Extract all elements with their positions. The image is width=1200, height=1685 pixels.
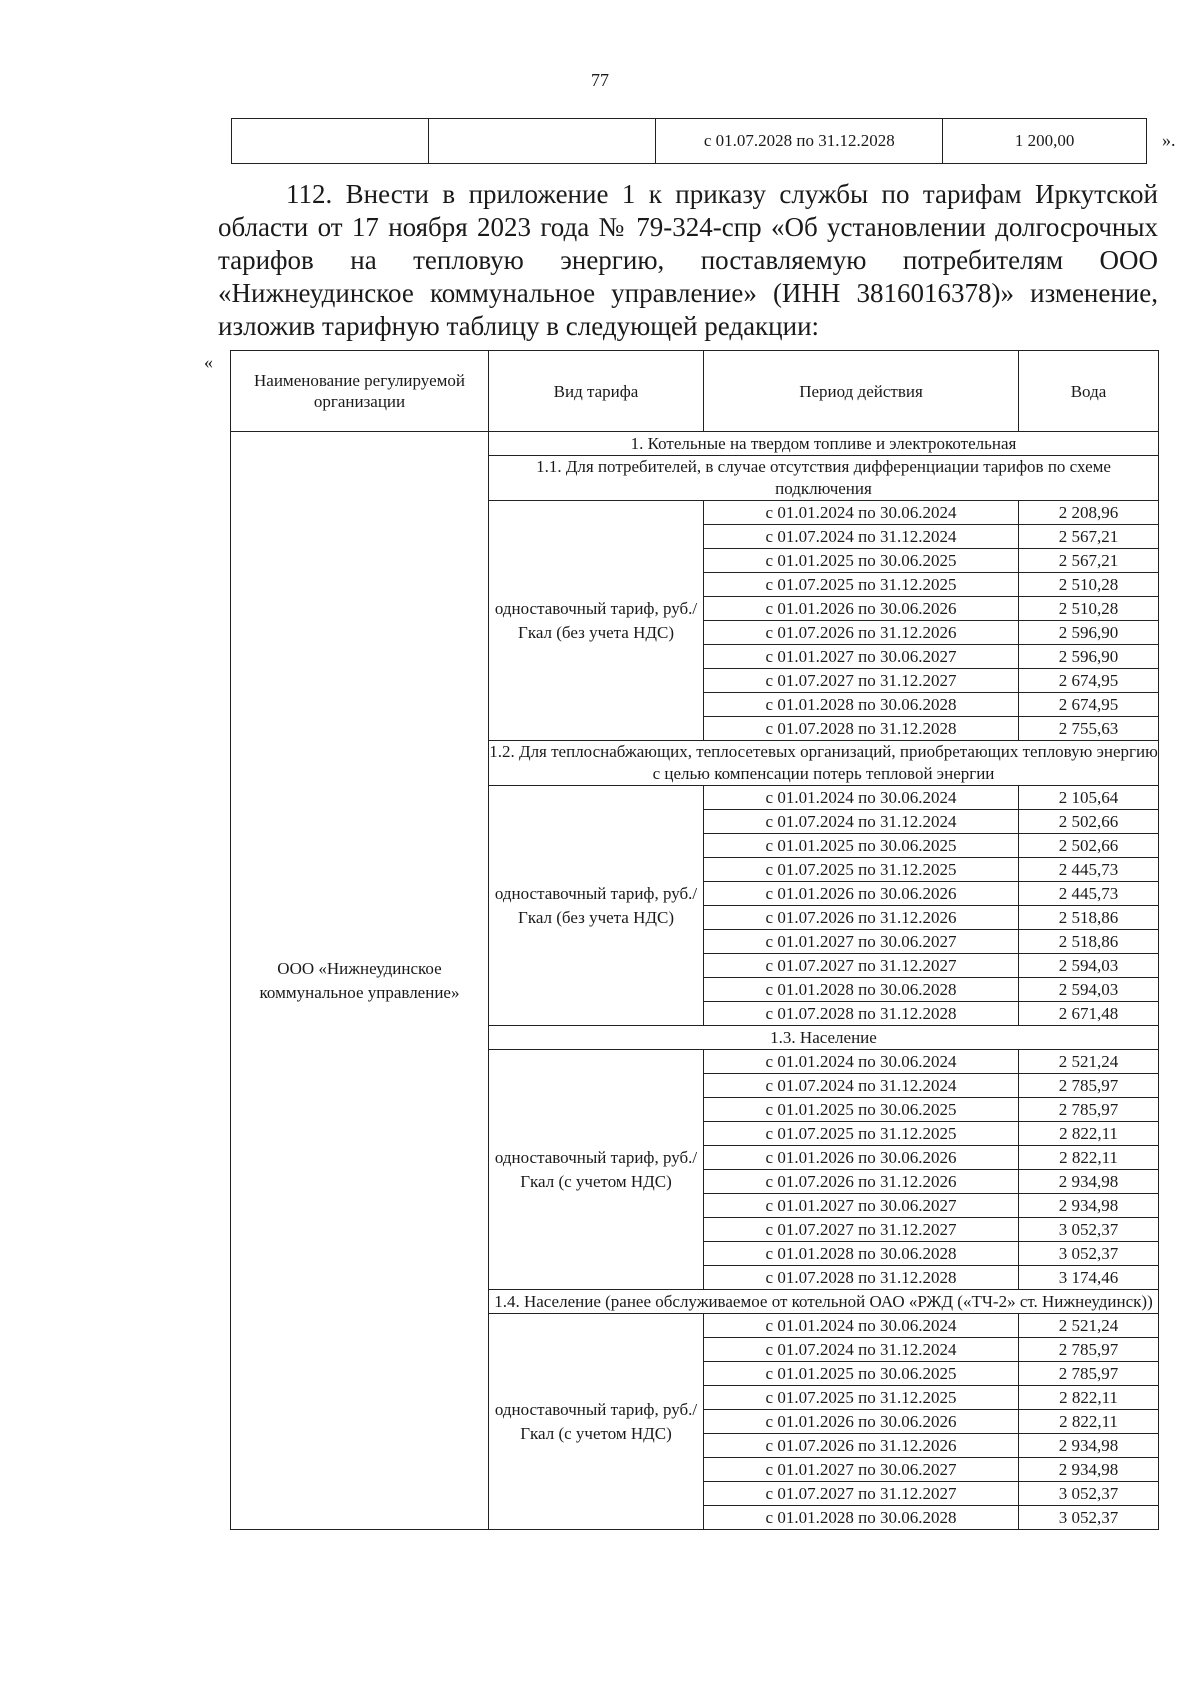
group-title: 1.4. Население (ранее обслуживаемое от котельной ОАО «РЖД («ТЧ-2» ст. Нижнеудинск)) [489, 1290, 1159, 1314]
table-cell [232, 119, 429, 164]
value-cell: 2 445,73 [1019, 882, 1159, 906]
value-cell: 2 822,11 [1019, 1410, 1159, 1434]
value-cell: 2 521,24 [1019, 1050, 1159, 1074]
value-cell: 2 785,97 [1019, 1074, 1159, 1098]
section-title: 1. Котельные на твердом топливе и электрокотельная [489, 432, 1159, 456]
value-cell: 3 052,37 [1019, 1482, 1159, 1506]
value-cell: 3 052,37 [1019, 1218, 1159, 1242]
period-cell: с 01.07.2025 по 31.12.2025 [704, 573, 1019, 597]
value-cell: 2 445,73 [1019, 858, 1159, 882]
value-cell: 2 785,97 [1019, 1098, 1159, 1122]
value-cell: 2 596,90 [1019, 645, 1159, 669]
value-cell: 2 934,98 [1019, 1434, 1159, 1458]
value-cell: 3 174,46 [1019, 1266, 1159, 1290]
period-cell: с 01.07.2028 по 31.12.2028 [656, 119, 943, 164]
value-cell: 2 822,11 [1019, 1122, 1159, 1146]
period-cell: с 01.07.2026 по 31.12.2026 [704, 906, 1019, 930]
header-row [231, 351, 1159, 432]
section-row [231, 432, 1159, 456]
period-cell: с 01.01.2028 по 30.06.2028 [704, 1242, 1019, 1266]
period-cell: с 01.01.2025 по 30.06.2025 [704, 1362, 1019, 1386]
value-cell: 2 567,21 [1019, 549, 1159, 573]
header-tariff-type: Вид тарифа [489, 351, 704, 432]
amendment-paragraph: 112. Внести в приложение 1 к приказу службы по тарифам Иркутской области от 17 ноября 2023 года № 79-324-спр «Об установлении долгосрочных тарифов на тепловую энергию, поставляемую потребителям ООО «Нижнеудинское коммунальное управление» (ИНН 3816016378)» изменение, изложив тарифную таблицу в следующей редакции: [218, 179, 1158, 341]
period-cell: с 01.01.2028 по 30.06.2028 [704, 1506, 1019, 1530]
value-cell: 3 052,37 [1019, 1506, 1159, 1530]
continuation-table [231, 118, 1147, 164]
period-cell: с 01.01.2024 по 30.06.2024 [704, 1050, 1019, 1074]
period-cell: с 01.01.2025 по 30.06.2025 [704, 549, 1019, 573]
period-cell: с 01.07.2024 по 31.12.2024 [704, 810, 1019, 834]
group-title: 1.2. Для теплоснабжающих, теплосетевых организаций, приобретающих тепловую энергию с целью компенсации потерь тепловой энергии [489, 741, 1159, 786]
period-cell: с 01.07.2025 по 31.12.2025 [704, 858, 1019, 882]
period-cell: с 01.07.2025 по 31.12.2025 [704, 1122, 1019, 1146]
value-cell: 2 567,21 [1019, 525, 1159, 549]
value-cell: 2 671,48 [1019, 1002, 1159, 1026]
value-cell: 1 200,00 [943, 119, 1147, 164]
value-cell: 2 518,86 [1019, 930, 1159, 954]
value-cell: 2 822,11 [1019, 1146, 1159, 1170]
value-cell: 2 518,86 [1019, 906, 1159, 930]
period-cell: с 01.07.2028 по 31.12.2028 [704, 1002, 1019, 1026]
period-cell: с 01.01.2028 по 30.06.2028 [704, 978, 1019, 1002]
value-cell: 2 510,28 [1019, 597, 1159, 621]
period-cell: с 01.01.2025 по 30.06.2025 [704, 834, 1019, 858]
value-cell: 2 105,64 [1019, 786, 1159, 810]
period-cell: с 01.01.2027 по 30.06.2027 [704, 1194, 1019, 1218]
header-water: Вода [1019, 351, 1159, 432]
value-cell: 2 510,28 [1019, 573, 1159, 597]
period-cell: с 01.01.2024 по 30.06.2024 [704, 501, 1019, 525]
period-cell: с 01.07.2024 по 31.12.2024 [704, 1074, 1019, 1098]
value-cell: 2 755,63 [1019, 717, 1159, 741]
table-row [232, 119, 1147, 164]
tariff-table [230, 350, 1159, 1530]
period-cell: с 01.01.2026 по 30.06.2026 [704, 1410, 1019, 1434]
value-cell: 2 934,98 [1019, 1458, 1159, 1482]
tariff-type-cell: одноставочный тариф, руб./Гкал (без учета НДС) [489, 501, 704, 741]
value-cell: 2 822,11 [1019, 1386, 1159, 1410]
period-cell: с 01.07.2027 по 31.12.2027 [704, 954, 1019, 978]
opening-quote: « [204, 352, 213, 372]
period-cell: с 01.07.2028 по 31.12.2028 [704, 1266, 1019, 1290]
period-cell: с 01.01.2024 по 30.06.2024 [704, 786, 1019, 810]
header-org: Наименование регулируемой организации [231, 351, 489, 432]
period-cell: с 01.01.2026 по 30.06.2026 [704, 597, 1019, 621]
header-period: Период действия [704, 351, 1019, 432]
period-cell: с 01.07.2025 по 31.12.2025 [704, 1386, 1019, 1410]
table-cell [428, 119, 656, 164]
tariff-type-cell: одноставочный тариф, руб./Гкал (с учетом НДС) [489, 1050, 704, 1290]
group-title: 1.3. Население [489, 1026, 1159, 1050]
period-cell: с 01.01.2026 по 30.06.2026 [704, 882, 1019, 906]
value-cell: 2 785,97 [1019, 1362, 1159, 1386]
tariff-type-cell: одноставочный тариф, руб./Гкал (с учетом НДС) [489, 1314, 704, 1530]
value-cell: 2 674,95 [1019, 693, 1159, 717]
period-cell: с 01.01.2028 по 30.06.2028 [704, 693, 1019, 717]
value-cell: 2 502,66 [1019, 834, 1159, 858]
value-cell: 2 785,97 [1019, 1338, 1159, 1362]
closing-quote: ». [1162, 130, 1176, 150]
period-cell: с 01.07.2026 по 31.12.2026 [704, 621, 1019, 645]
period-cell: с 01.07.2024 по 31.12.2024 [704, 1338, 1019, 1362]
value-cell: 2 594,03 [1019, 954, 1159, 978]
period-cell: с 01.07.2027 по 31.12.2027 [704, 1482, 1019, 1506]
period-cell: с 01.01.2026 по 30.06.2026 [704, 1146, 1019, 1170]
value-cell: 2 208,96 [1019, 501, 1159, 525]
value-cell: 2 674,95 [1019, 669, 1159, 693]
value-cell: 3 052,37 [1019, 1242, 1159, 1266]
value-cell: 2 596,90 [1019, 621, 1159, 645]
group-title: 1.1. Для потребителей, в случае отсутствия дифференциации тарифов по схеме подключения [489, 456, 1159, 501]
period-cell: с 01.07.2024 по 31.12.2024 [704, 525, 1019, 549]
period-cell: с 01.01.2027 по 30.06.2027 [704, 1458, 1019, 1482]
period-cell: с 01.07.2026 по 31.12.2026 [704, 1170, 1019, 1194]
tariff-type-cell: одноставочный тариф, руб./Гкал (без учета НДС) [489, 786, 704, 1026]
organization-cell: ООО «Нижнеудинское коммунальное управление» [231, 432, 489, 1530]
value-cell: 2 502,66 [1019, 810, 1159, 834]
period-cell: с 01.07.2027 по 31.12.2027 [704, 1218, 1019, 1242]
value-cell: 2 934,98 [1019, 1194, 1159, 1218]
value-cell: 2 521,24 [1019, 1314, 1159, 1338]
period-cell: с 01.07.2026 по 31.12.2026 [704, 1434, 1019, 1458]
period-cell: с 01.01.2027 по 30.06.2027 [704, 645, 1019, 669]
period-cell: с 01.01.2025 по 30.06.2025 [704, 1098, 1019, 1122]
value-cell: 2 934,98 [1019, 1170, 1159, 1194]
period-cell: с 01.07.2027 по 31.12.2027 [704, 669, 1019, 693]
period-cell: с 01.01.2027 по 30.06.2027 [704, 930, 1019, 954]
page-number: 77 [591, 70, 609, 90]
period-cell: с 01.01.2024 по 30.06.2024 [704, 1314, 1019, 1338]
period-cell: с 01.07.2028 по 31.12.2028 [704, 717, 1019, 741]
value-cell: 2 594,03 [1019, 978, 1159, 1002]
